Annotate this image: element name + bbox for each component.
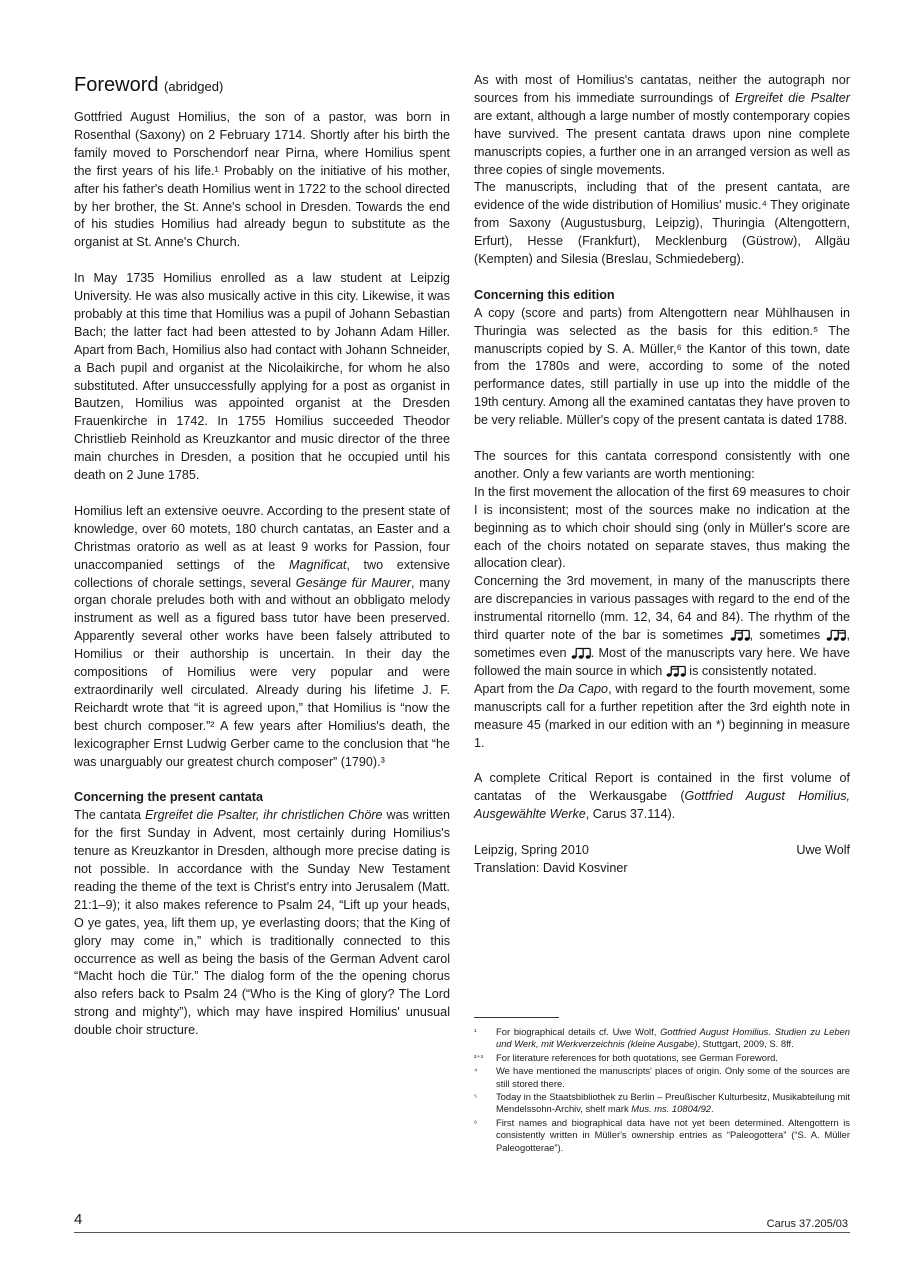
footnote-divider <box>474 1017 559 1018</box>
paragraph-critical-report: A complete Critical Report is contained in the first volume of cantatas of the Werkausgabe (Gottfried August Homilius, Ausgewählte Werke, Carus 37.114). <box>474 771 850 822</box>
paragraph-leipzig: In May 1735 Homilius enrolled as a law student at Leipzig University. He was also musically active in this city. Likewise, it was probably at this time that Homilius was a pupil of Johann Sebastian Bach; the latter fact had been attested to by Johann Adam Hiller. Apart from Bach, Homilius also had contact with Johann Schneider, a Bach pupil and organist at the Nicolaikirche, for whom he also substituted. After unsuccessfully applying for a post as organist in Bautzen, Homilius was appointed organist at the Dresden Frauenkirche in 1742. In 1755 Homilius succeeded Theodor Christlieb Reinhold as Kreuzkantor and music director of the three main churches in Dresden, a position that he occupied until his death on 2 June 1785. <box>74 271 450 483</box>
footer-rule <box>74 1232 850 1233</box>
rhythm-variant-1-icon <box>730 629 750 641</box>
paragraph-oeuvre: Homilius left an extensive oeuvre. According to the present state of knowledge, over 60 motets, 180 church cantatas, an Easter and a Christmas oratorio as well as at least 9 works for Passion, four unaccompanied settings of the Magnificat, two extensive collections of chorale settings, several Gesänge für Maurer, many organ chorale preludes both with and without an obbligato melody instrument as well as a figured bass tutor have been preserved. Apparently several other works have been falsely attributed to Homilius or their authorship is uncertain. In their day the compositions of Homilius were very popular and were extraordinarily well circulated. Already during his lifetime J. F. Reichardt wrote that “it is agreed upon,” that Homilius is “now the best church composer.”² A few years after Homilius's death, the lexicographer Ernst Ludwig Gerber came to the conclusion that “he was unarguably our greatest church composer” (1790).³ <box>74 503 450 769</box>
place-date: Leipzig, Spring 2010 <box>474 842 589 857</box>
rhythm-variant-3-icon <box>571 647 591 659</box>
paragraph-variants-intro: The sources for this cantata correspond consistently with one another. Only a few variants are worth mentioning: <box>474 449 850 481</box>
author: Uwe Wolf <box>796 842 850 857</box>
footnote: ¹ For biographical details cf. Uwe Wolf, Gottfried August Homilius. Studien zu Leben und Werk, mit Werkverzeichnis (kleine Ausgabe), Stuttgart, 2009, S. 8ff. <box>474 1026 850 1050</box>
rhythm-main-source-icon <box>666 665 686 677</box>
footnote: ⁴ We have mentioned the manuscripts' places of origin. Only some of the sources are still stored there. <box>474 1065 850 1089</box>
paragraph-third-movement: Concerning the 3rd movement, in many of the manuscripts there are discrepancies in various passages with regard to the end of the instrumental ritornello (mm. 12, 34, 64 and 84). The rhythm of the third quarter note of the bar is sometimes , sometimes , sometimes even . Most of the manuscripts vary here. We have followed the main source in which is consistently notated. <box>474 574 850 678</box>
paragraph-edition: A copy (score and parts) from Altengottern near Mühlhausen in Thuringia was selected as the basis for this edition.⁵ The manuscripts copied by S. A. Müller,⁶ the Kantor of this town, date from the 1780s and were, according to some of the noted performance dates, still partially in use up into the middle of the 19th century. Among all the examined cantatas they have proven to be very reliable. Müller's copy of the present cantata is dated 1788. <box>474 305 850 428</box>
paragraph-manuscripts: The manuscripts, including that of the present cantata, are evidence of the wide distribution of Homilius' music.⁴ They originate from Saxony (Augustusburg, Leipzig), Thuringia (Altengottern, Erfurt), Hesse (Frankfurt), Mecklenburg (Güstrow), Allgäu (Kempten) and Silesia (Breslau, Schmiedeberg). <box>474 180 850 267</box>
signature-line <box>474 842 850 860</box>
paragraph-sources: As with most of Homilius's cantatas, neither the autograph nor sources from his immediate surroundings of Ergreifet die Psalter are extant, although a large number of mostly contemporary copies have survived. The present cantata draws upon nine complete manuscripts copies, a further one in an arranged version as well as three copies of single movements. <box>474 73 850 177</box>
title-suffix: (abridged) <box>164 79 224 94</box>
footnotes <box>474 1017 850 1155</box>
page-title: Foreword (abridged) <box>74 74 224 96</box>
footnote: ²⁺³ For literature references for both quotations, see German Foreword. <box>474 1051 778 1063</box>
heading-this-edition: Concerning this edition <box>474 287 615 302</box>
footnote: ⁶ First names and biographical data have not yet been determined. Altengottern is consistently written in Müller's ownership entries as “Paleogottera” (“S. A. Müller Paleogotterae”). <box>474 1116 850 1153</box>
page-number: 4 <box>74 1211 83 1228</box>
right-column <box>474 72 850 878</box>
paragraph-present-cantata: The cantata Ergreifet die Psalter, ihr christlichen Chöre was written for the first Sunday in Advent, most certainly during Homilius's tenure as Kreuzkantor in Dresden, although more precise dating is not possible. In accordance with the Sunday New Testament reading the theme of the text is Christ's entry into Jerusalem (Matt. 21:1–9); it also makes reference to Psalm 24, “Lift up your heads, O ye gates, yea, lift them up, ye everlasting doors; that the King of glory may come in,” which is traditionally connected to this occurrence as well as being the basis of the German Advent carol “Macht hoch die Tür.” The dialog form of the the opening chorus also refers back to Psalm 24 (“Who is the King of glory? The Lord strong and mighty”), which may have inspired Homilius' unusual double choir structure. <box>74 808 450 1038</box>
translation-credit: Translation: David Kosviner <box>474 860 628 875</box>
footnote: ⁵ Today in the Staatsbibliothek zu Berlin – Preußischer Kulturbesitz, Musikabteilung mit Mendelssohn-Archiv, shelf mark Mus. ms. 10804/92. <box>474 1091 850 1115</box>
paragraph-fourth-movement: Apart from the Da Capo, with regard to the fourth movement, some manuscripts call for a further repetition after the 3rd eighth note in measure 45 (marked in our edition with an *) beginning in measure 1. <box>474 681 850 750</box>
heading-present-cantata: Concerning the present cantata <box>74 790 263 805</box>
catalog-number: Carus 37.205/03 <box>766 1218 848 1230</box>
paragraph-biography: Gottfried August Homilius, the son of a pastor, was born in Rosenthal (Saxony) on 2 February 1714. Shortly after his birth the family moved to Porschendorf near Pirna, where Homilius spent the first years of his life.¹ Probably on the initiative of his mother, after his father's death Homilius went in 1722 to the school directed by her brother, the St. Anne's school in Dresden. Towards the end of his studies Homilius had already begun to substitute as the organist at St. Anne's Church. <box>74 110 450 250</box>
rhythm-variant-2-icon <box>826 629 846 641</box>
left-column <box>74 72 450 1040</box>
paragraph-first-movement: In the first movement the allocation of the first 69 measures to choir I is inconsistent; most of the sources make no indication at the beginning as to which choir should sing (only in Müller's score are each of the choirs notated on separate staves, thus making the allocation clear). <box>474 484 850 571</box>
